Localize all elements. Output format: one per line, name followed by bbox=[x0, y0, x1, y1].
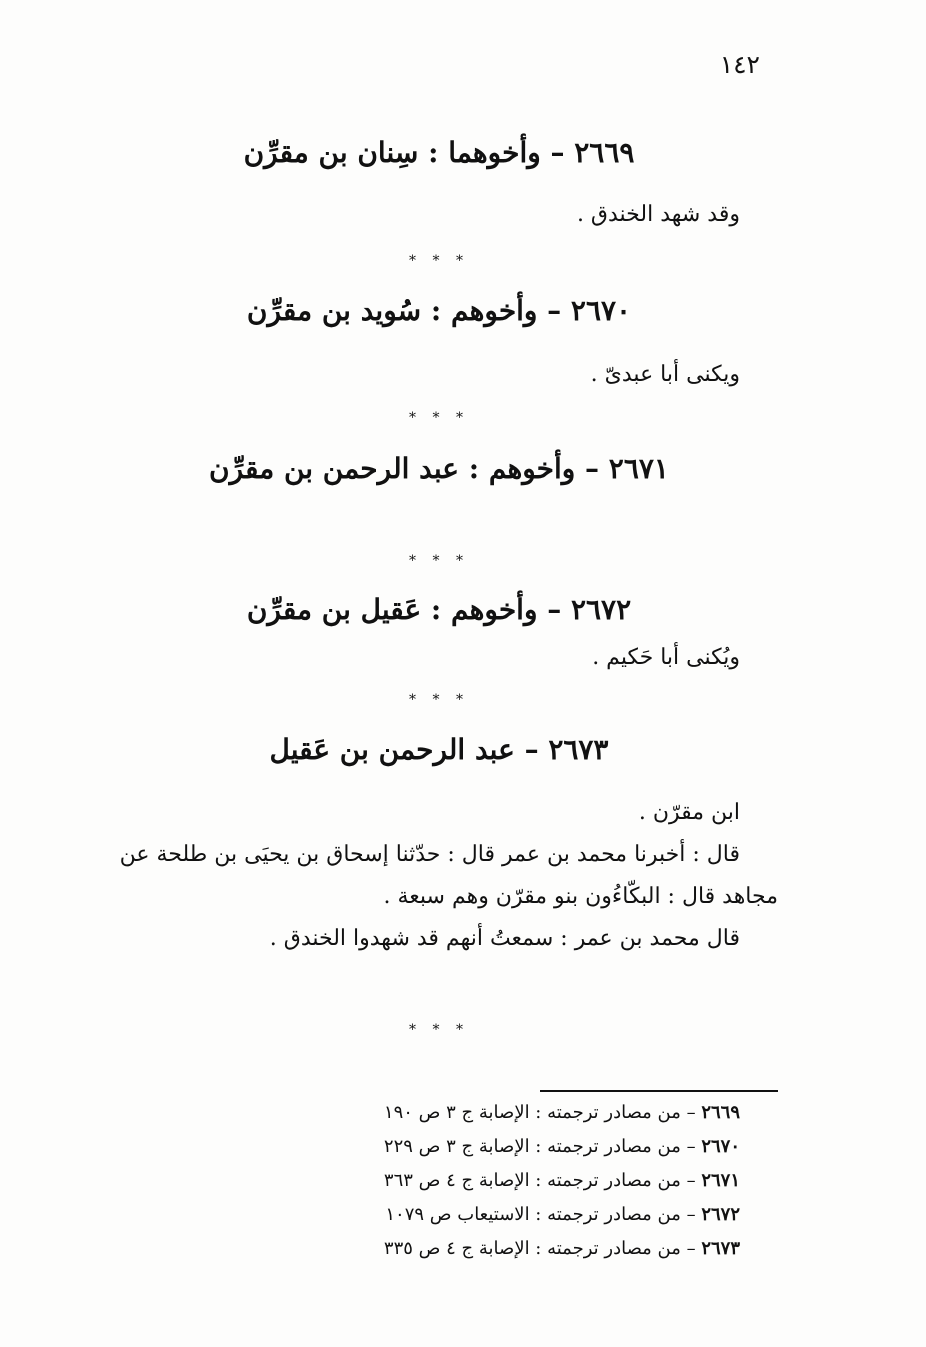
entry-heading-2672: ٢٦٧٢ – وأخوهم : عَقيل بن مقرِّن bbox=[246, 593, 632, 626]
footnote-text: – من مصادر ترجمته : الإصابة ج ٣ ص ١٩٠ bbox=[383, 1102, 702, 1123]
section-separator: * * * bbox=[409, 1022, 469, 1038]
entry-text-2672: ويُكنى أبا حَكيم . bbox=[592, 645, 740, 670]
section-separator: * * * bbox=[409, 553, 469, 569]
entry-heading-2671: ٢٦٧١ – وأخوهم : عبد الرحمن بن مقرِّن bbox=[209, 452, 669, 485]
entry-text-2670: ويكنى أبا عبدىّ . bbox=[590, 362, 740, 387]
entry-heading-2669: ٢٦٦٩ – وأخوهما : سِنان بن مقرِّن bbox=[243, 136, 635, 169]
entry-heading-2670: ٢٦٧٠ – وأخوهم : سُويد بن مقرِّن bbox=[246, 294, 632, 327]
page-number: ١٤٢ bbox=[719, 50, 760, 79]
footnote-divider bbox=[540, 1090, 778, 1092]
entry-text-2673-line-3: مجاهد قال : البكّاءُون بنو مقرّن وهم سبعة . bbox=[383, 884, 778, 909]
entry-heading-2673: ٢٦٧٣ – عبد الرحمن بن عَقيل bbox=[269, 733, 609, 766]
footnote-number: ٢٦٧٢ bbox=[701, 1204, 740, 1225]
section-separator: * * * bbox=[409, 692, 469, 708]
footnote-2670 bbox=[384, 1136, 740, 1157]
entry-text-2673-line-4: قال محمد بن عمر : سمعتُ أنهم قد شهدوا الخندق . bbox=[269, 926, 740, 951]
footnote-text: – من مصادر ترجمته : الإصابة ج ٤ ص ٣٣٥ bbox=[383, 1238, 702, 1259]
section-separator: * * * bbox=[409, 410, 469, 426]
footnote-text: – من مصادر ترجمته : الاستيعاب ص ١٠٧٩ bbox=[385, 1204, 702, 1225]
footnote-text: – من مصادر ترجمته : الإصابة ج ٣ ص ٢٢٩ bbox=[383, 1136, 702, 1157]
footnote-2669 bbox=[384, 1102, 740, 1123]
footnote-2671 bbox=[384, 1170, 740, 1191]
entry-text-2673-line-1: ابن مقرّن . bbox=[638, 800, 740, 825]
footnote-number: ٢٦٧٠ bbox=[701, 1136, 740, 1157]
footnote-number: ٢٦٧٣ bbox=[701, 1238, 740, 1259]
section-separator: * * * bbox=[409, 253, 469, 269]
footnote-2673 bbox=[384, 1238, 740, 1259]
footnote-number: ٢٦٧١ bbox=[701, 1170, 740, 1191]
footnote-number: ٢٦٦٩ bbox=[701, 1102, 740, 1123]
entry-text-2673-line-2: قال : أخبرنا محمد بن عمر قال : حدّثنا إسحاق بن يحيَى بن طلحة عن bbox=[119, 842, 740, 867]
footnote-text: – من مصادر ترجمته : الإصابة ج ٤ ص ٣٦٣ bbox=[383, 1170, 702, 1191]
entry-text-2669: وقد شهد الخندق . bbox=[576, 202, 740, 227]
footnote-2672 bbox=[385, 1204, 740, 1225]
